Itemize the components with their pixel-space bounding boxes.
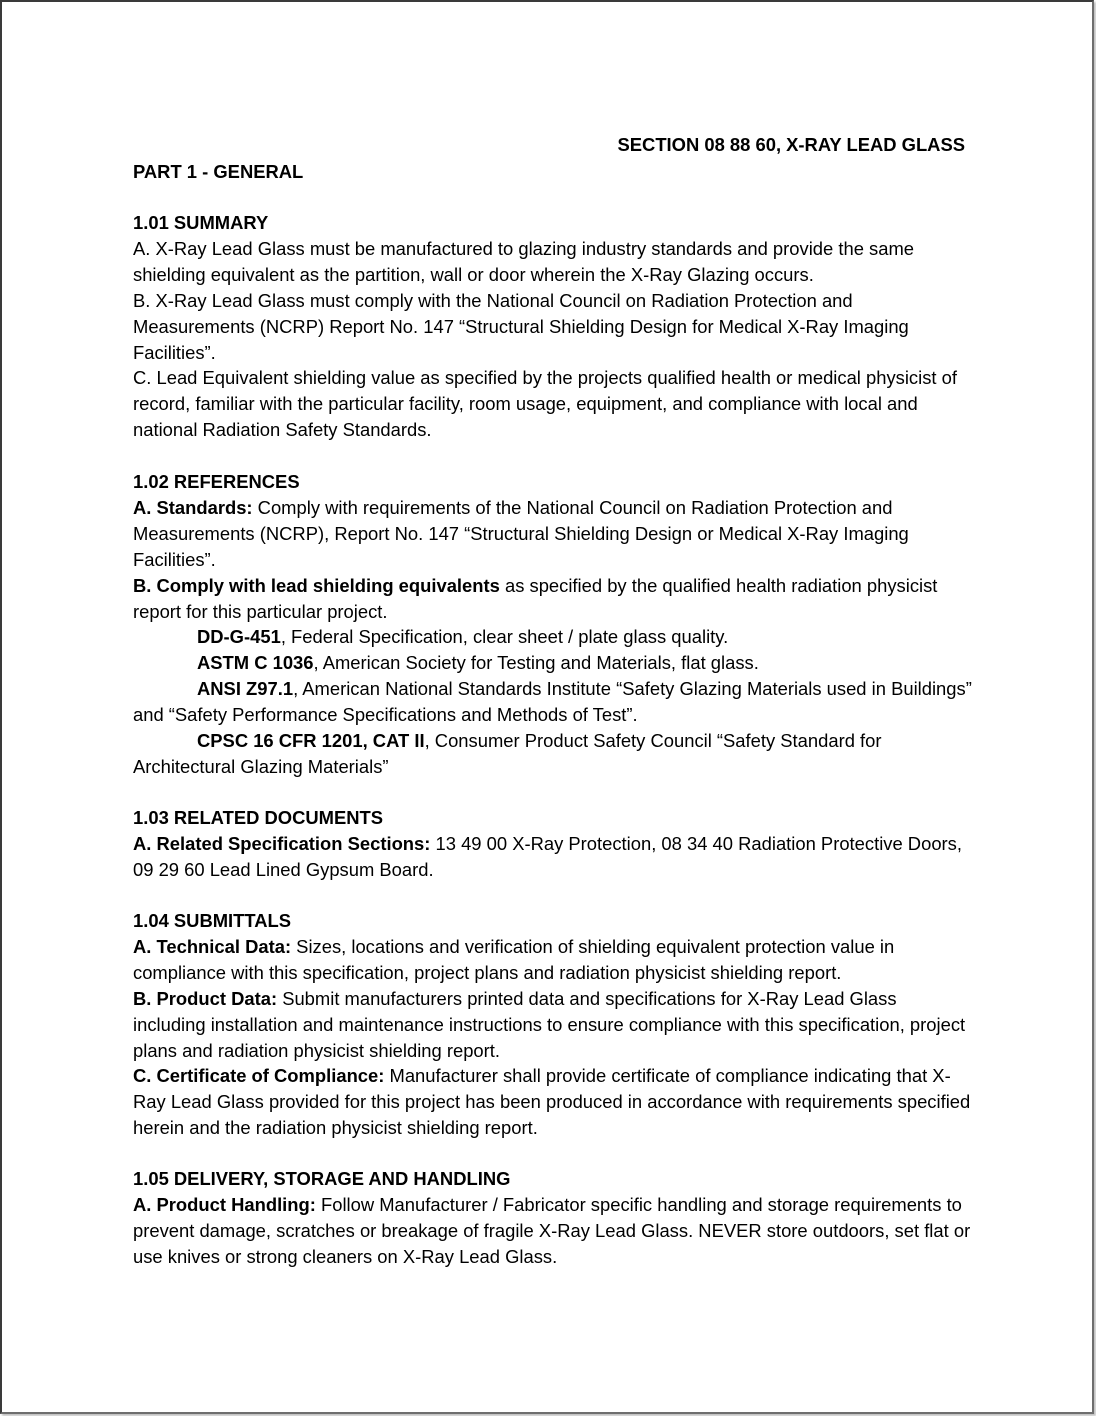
reference-standard: [133, 624, 973, 650]
submittals-item-a-text: Sizes, locations and verification of shielding equivalent protection value in compliance with this specification, project plans and radiation physicist shielding report.: [133, 935, 895, 983]
reference-description: , American Society for Testing and Materials, flat glass.: [313, 652, 759, 674]
references-item-a: [133, 495, 973, 573]
reference-description: , Federal Specification, clear sheet / plate glass quality.: [280, 626, 729, 648]
submittals-item-c-label: C. Certificate of Compliance:: [133, 1065, 385, 1087]
submittals-item-a: [133, 934, 973, 986]
related-documents-item-a-label: A. Related Specification Sections:: [133, 832, 431, 854]
submittals-item-a-label: A. Technical Data:: [133, 935, 292, 957]
summary-item-b: B. X-Ray Lead Glass must comply with the National Council on Radiation Protection and Measurements (NCRP) Report No. 147 “Structural Shielding Design for Medical X-Ray Imaging Facilities”.: [133, 289, 909, 363]
references-item-b-label: B. Comply with lead shielding equivalents: [133, 574, 500, 596]
reference-description: , American National Standards Institute “Safety Glazing Materials used in Buildings” and “Safety Performance Specifications and Methods of Test”.: [133, 678, 972, 726]
section-references: [133, 469, 973, 780]
references-item-a-text: Comply with requirements of the National Council on Radiation Protection and Measurements (NCRP), Report No. 147 “Structural Shielding Design or Medical X-Ray Imaging Facilities”.: [133, 496, 909, 570]
references-heading: 1.02 REFERENCES: [133, 471, 300, 492]
submittals-item-b: [133, 986, 973, 1064]
related-documents-item-a: [133, 831, 973, 883]
submittals-item-b-label: B. Product Data:: [133, 987, 278, 1009]
section-delivery-storage-handling: [133, 1166, 973, 1270]
reference-standard: [133, 676, 973, 728]
summary-item-c: C. Lead Equivalent shielding value as specified by the projects qualified health or medical physicist of record, familiar with the particular facility, room usage, equipment, and compliance with local and national Radiation Safety Standards.: [133, 367, 957, 441]
submittals-item-b-text: Submit manufacturers printed data and specifications for X-Ray Lead Glass including installation and maintenance instructions to ensure compliance with this specification, project plans and radiation physicist shielding report.: [133, 987, 966, 1061]
summary-item-a: A. X-Ray Lead Glass must be manufactured to glazing industry standards and provide the same shielding equivalent as the partition, wall or door wherein the X-Ray Glazing occurs.: [133, 237, 915, 285]
delivery-item-a-text: Follow Manufacturer / Fabricator specific handling and storage requirements to prevent damage, scratches or breakage of fragile X-Ray Lead Glass. NEVER store outdoors, set flat or use knives or strong cleaners on X-Ray Lead Glass.: [133, 1193, 971, 1267]
section-related-documents: [133, 805, 973, 883]
reference-standard: [133, 728, 973, 780]
reference-code: ANSI Z97.1: [197, 678, 294, 700]
reference-code: DD-G-451: [197, 626, 281, 648]
section-summary: [133, 210, 973, 443]
submittals-item-c-text: Manufacturer shall provide certificate of compliance indicating that X-Ray Lead Glass provided for this project has been produced in accordance with requirements specified herein and the radiation physicist shielding report.: [133, 1065, 971, 1139]
section-submittals: [133, 908, 973, 1141]
reference-code: ASTM C 1036: [197, 652, 314, 674]
summary-heading: 1.01 SUMMARY: [133, 212, 269, 233]
references-item-b: [133, 573, 973, 625]
part-title: PART 1 - GENERAL: [133, 161, 304, 182]
reference-code: CPSC 16 CFR 1201, CAT II: [197, 730, 425, 752]
submittals-heading: 1.04 SUBMITTALS: [133, 910, 292, 931]
delivery-item-a-label: A. Product Handling:: [133, 1193, 316, 1215]
related-documents-heading: 1.03 RELATED DOCUMENTS: [133, 807, 384, 828]
references-item-a-label: A. Standards:: [133, 496, 253, 518]
references-item-b-text: as specified by the qualified health radiation physicist report for this particular project.: [133, 574, 938, 622]
delivery-heading: 1.05 DELIVERY, STORAGE AND HANDLING: [133, 1168, 511, 1189]
reference-description: , Consumer Product Safety Council “Safety Standard for Architectural Glazing Materials”: [133, 730, 882, 777]
reference-standard: [133, 650, 973, 676]
submittals-item-c: [133, 1063, 973, 1141]
delivery-item-a: [133, 1192, 973, 1270]
related-documents-item-a-text: 13 49 00 X-Ray Protection, 08 34 40 Radiation Protective Doors, 09 29 60 Lead Lined Gypsum Board.: [133, 832, 962, 880]
section-title: SECTION 08 88 60, X-RAY LEAD GLASS: [617, 134, 965, 155]
